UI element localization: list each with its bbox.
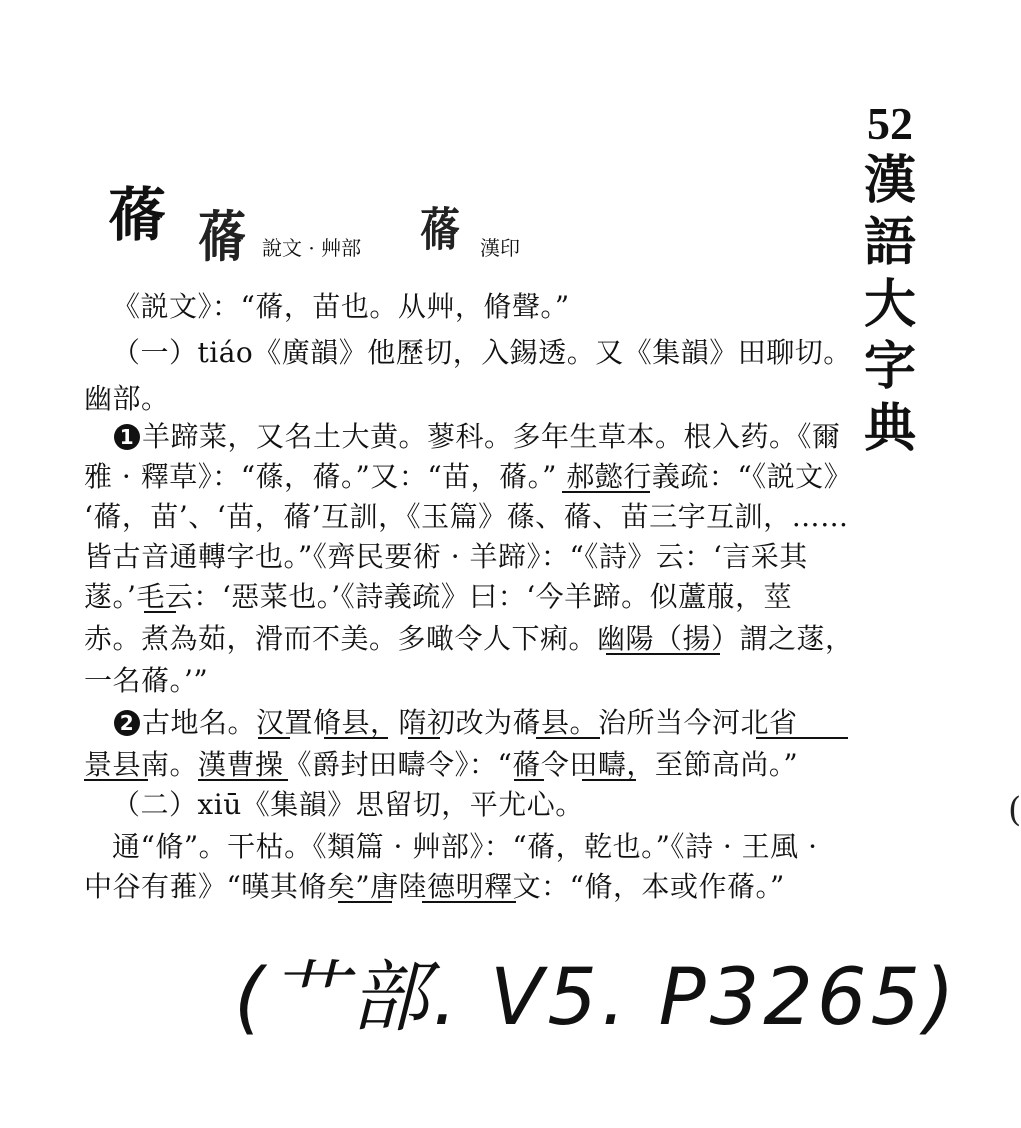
entry-line: 古地名。汉置脩县，隋初改为蓨县。治所当今河北省 xyxy=(142,706,798,739)
edge-bracket-mark: ( xyxy=(1008,790,1021,830)
title-char: 漢 xyxy=(863,150,916,211)
title-char: 字 xyxy=(863,336,916,397)
title-char: 語 xyxy=(863,212,916,273)
seal-script-hanyin: 蓨 xyxy=(420,202,460,257)
entry-line: 羊蹄菜，又名土大黄。蓼科。多年生草本。根入药。《爾 xyxy=(142,420,841,453)
entry-line: 蓫。’毛云：‘惡菜也。’《詩義疏》曰：‘今羊蹄。似蘆菔，莖 xyxy=(84,580,793,613)
page-number: 52 xyxy=(867,98,913,149)
entry-line: 中谷有蓷》“暵其脩矣”唐陸德明釋文：“脩，本或作蓨。” xyxy=(84,870,785,903)
entry-line: 通“脩”。干枯。《類篇 · 艸部》：“蓨，乾也。”《詩 · 王風 · xyxy=(112,830,818,863)
title-char: 典 xyxy=(863,398,916,459)
entry-line: 赤。煮為茹，滑而不美。多噉令人下痢。幽陽（揚）謂之蓫， xyxy=(84,622,854,655)
entry-line: 《説文》：“蓨，苗也。从艸，脩聲。” xyxy=(112,290,570,323)
sense-marker: 1 xyxy=(114,424,140,450)
headword: 蓨 xyxy=(108,181,169,249)
entry-line: 皆古音通轉字也。”《齊民要術 · 羊蹄》：“《詩》云：‘言采其 xyxy=(84,540,808,573)
seal-caption-hanyin: 漢印 xyxy=(480,236,520,260)
entry-line: （一）tiáo《廣韻》他歷切，入錫透。又《集韻》田聊切。 xyxy=(112,336,852,369)
entry-line: （二）xiū《集韻》思留切，平尤心。 xyxy=(112,788,584,821)
entry-line: 景县南。漢曹操《爵封田疇令》：“蓨令田疇，至節高尚。” xyxy=(84,748,799,781)
entry-line: 幽部。 xyxy=(84,382,170,415)
seal-script-shuowen: 蓨 xyxy=(198,205,247,270)
entry-line: ‘蓨，苗’、‘苗，蓨’互訓，《玉篇》蓧、蓨、苗三字互訓，…… xyxy=(84,500,849,533)
seal-caption-shuowen: 說文 · 艸部 xyxy=(262,236,362,260)
title-char: 大 xyxy=(863,274,916,335)
entry-line: 一名蓨。’” xyxy=(84,664,209,697)
entry-line: 雅 · 釋草》：“蓧，蓨。”又：“苗，蓨。” 郝懿行義疏：“《説文》 xyxy=(84,460,853,493)
handwritten-reference-note: (艹部. V5. P3265) xyxy=(234,953,959,1043)
sense-marker: 2 xyxy=(114,710,140,736)
